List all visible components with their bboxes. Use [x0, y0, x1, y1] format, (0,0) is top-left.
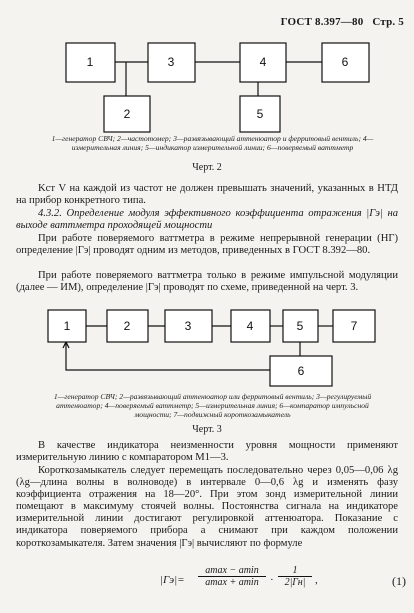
paragraph-kst: Kст V на каждой из частот не должен превышать значений, указанных в НТД на прибор конкретного типа.	[16, 183, 398, 207]
diagram-2-caption: 1—генератор СВЧ; 2—частотомер; 3—развязывающий аттенюатор и ферритовый вентиль; 4—измерительная линия; 5—индикатор измерительной линии; 6—поверяемый ваттметр	[51, 134, 374, 152]
diagram-3-title: Черт. 3	[192, 424, 222, 435]
paragraph-indicator: В качестве индикатора неизменности уровня мощности применяют измерительную линию с компаратором М1—3.	[16, 440, 398, 464]
box-4-label: 4	[246, 319, 254, 333]
box-5-label: 5	[256, 107, 264, 121]
paragraph-continuous-mode: При работе поверяемого ваттметра в режиме непрерывной генерации (НГ) определение |Гэ| проводят одним из методов, приведенных в ГОСТ 8.392—80.	[16, 233, 398, 257]
page-header	[275, 16, 404, 28]
standard-number: ГОСТ 8.397—80	[280, 16, 364, 28]
page-number: Стр. 5	[372, 16, 404, 28]
formula-lhs: |Гэ|=	[160, 574, 185, 586]
box-1-label: 1	[86, 55, 94, 69]
formula-tail: ,	[315, 574, 318, 586]
paragraph-pulse-mode: При работе поверяемого ваттметра только в режиме импульсной модуляции (далее — ИМ), определение |Гэ| проводят по схеме, приведенной на черт. 3.	[16, 270, 398, 294]
formula-denominator-2: 2|Гн|	[284, 577, 306, 588]
diagram-chert-3	[0, 308, 414, 390]
formula-denominator: amax + amin	[205, 577, 259, 588]
box-1-label: 1	[63, 319, 71, 333]
diagram-2-title: Черт. 2	[192, 162, 222, 173]
diagram-chert-2	[0, 38, 414, 134]
box-6-label: 6	[341, 55, 349, 69]
box-3-label: 3	[167, 55, 175, 69]
section-4-3-2-heading: 4.3.2. Определение модуля эффективного коэффициента отражения |Гэ| на выходе ваттметра проходящей мощности	[16, 208, 398, 232]
formula-number: (1)	[392, 574, 406, 588]
paragraph-short-circuit: Короткозамыкатель следует перемещать последовательно через 0,05—0,06 λg (λg—длина волны в волноводе) в интервале 0—0,6 λg и изменять фазу коэффициента отражения на 18—20°. При этом зонд измерительной линии помещают в максимуму стоячей волны. Постоянства сигнала на индикаторе измерительной линии достигают регулировкой аттенюатора. Показание с индикатора поверяемого прибора a снимают при каждом положении короткозамыкателя. Затем значения |Гэ| вычисляют по формуле	[16, 465, 398, 549]
formula-fraction-a	[198, 565, 266, 588]
box-5-label: 5	[296, 319, 304, 333]
box-3-label: 3	[184, 319, 192, 333]
box-7-label: 7	[350, 319, 358, 333]
box-2-label: 2	[123, 107, 131, 121]
diagram-3-caption: 1—генератор СВЧ; 2—развязывающий аттенюатор или ферритовый вентиль; 3—регулируемый аттенюатор; 4—поверяемый ваттметр; 5—измерительная линия; 6—компаратор импульсной мощности; 7—подвижный короткозамыкатель	[53, 392, 372, 419]
formula-numerator: amax − amin	[198, 565, 266, 577]
formula-1: |Гэ|= amax − amin amax + amin · 1 2|Гн| , (1)	[160, 565, 406, 588]
formula-numerator-2: 1	[278, 565, 312, 577]
box-2-label: 2	[123, 319, 131, 333]
box-4-label: 4	[259, 55, 267, 69]
box-6-label: 6	[297, 364, 305, 378]
formula-fraction-b	[278, 565, 312, 588]
